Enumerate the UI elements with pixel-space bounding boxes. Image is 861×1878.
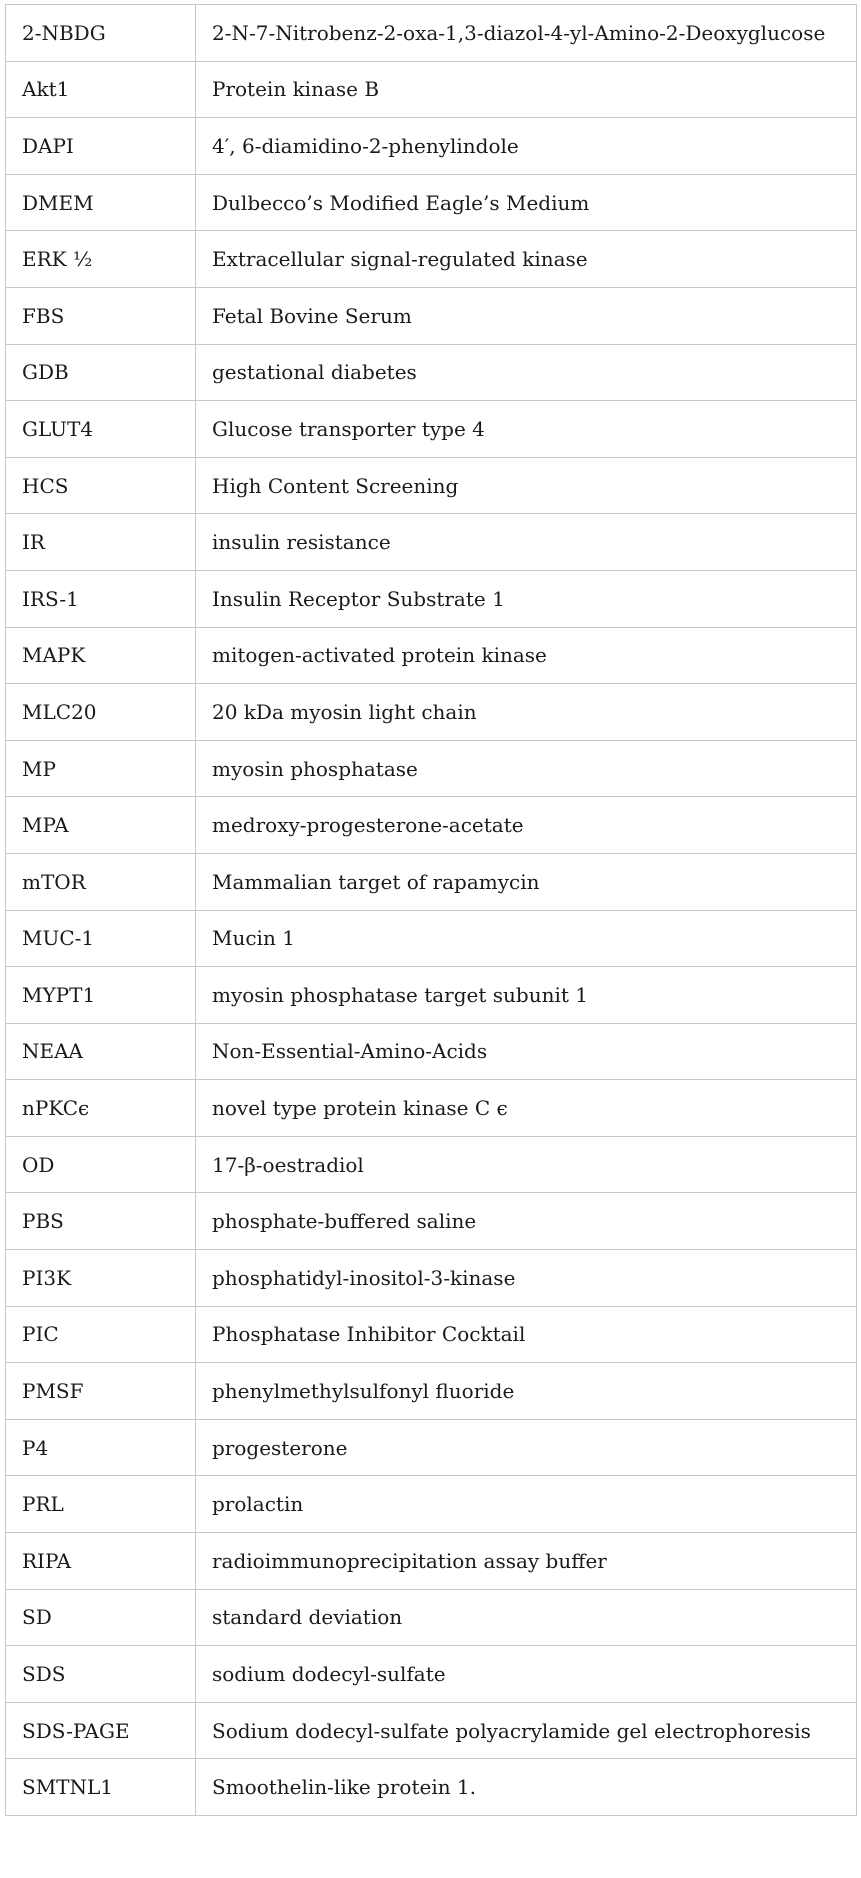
abbreviation-cell: 2-NBDG — [6, 5, 196, 62]
abbreviation-cell: ERK ½ — [6, 231, 196, 288]
abbreviation-cell: PMSF — [6, 1363, 196, 1420]
abbreviation-cell: OD — [6, 1136, 196, 1193]
definition-cell: Fetal Bovine Serum — [196, 287, 857, 344]
abbreviation-cell: nPKCϵ — [6, 1080, 196, 1137]
definition-cell: Protein kinase B — [196, 61, 857, 118]
abbreviation-cell: PIC — [6, 1306, 196, 1363]
table-row — [6, 1646, 857, 1703]
table-row — [6, 1193, 857, 1250]
definition-cell: 17-β-oestradiol — [196, 1136, 857, 1193]
table-row — [6, 5, 857, 62]
table-row — [6, 1136, 857, 1193]
abbreviations-table — [5, 4, 857, 1816]
abbreviation-cell: MLC20 — [6, 684, 196, 741]
abbreviation-cell: PBS — [6, 1193, 196, 1250]
table-row — [6, 231, 857, 288]
abbreviation-cell: SD — [6, 1589, 196, 1646]
table-row — [6, 1533, 857, 1590]
abbreviation-cell: PRL — [6, 1476, 196, 1533]
table-row — [6, 1476, 857, 1533]
definition-cell: mitogen-activated protein kinase — [196, 627, 857, 684]
definition-cell: Glucose transporter type 4 — [196, 401, 857, 458]
definition-cell: Phosphatase Inhibitor Cocktail — [196, 1306, 857, 1363]
abbreviation-cell: NEAA — [6, 1023, 196, 1080]
abbreviation-cell: mTOR — [6, 853, 196, 910]
abbreviation-cell: Akt1 — [6, 61, 196, 118]
table-row — [6, 1702, 857, 1759]
table-row — [6, 853, 857, 910]
table-row — [6, 1306, 857, 1363]
table-row — [6, 457, 857, 514]
abbreviation-cell: GDB — [6, 344, 196, 401]
definition-cell: 20 kDa myosin light chain — [196, 684, 857, 741]
table-row — [6, 627, 857, 684]
table-row — [6, 740, 857, 797]
definition-cell: progesterone — [196, 1419, 857, 1476]
table-row — [6, 1363, 857, 1420]
abbreviation-cell: SDS-PAGE — [6, 1702, 196, 1759]
definition-cell: 4′, 6-diamidino-2-phenylindole — [196, 118, 857, 175]
table-row — [6, 1589, 857, 1646]
table-row — [6, 1080, 857, 1137]
definition-cell: High Content Screening — [196, 457, 857, 514]
definition-cell: phosphate-buffered saline — [196, 1193, 857, 1250]
definition-cell: Extracellular signal-regulated kinase — [196, 231, 857, 288]
abbreviation-cell: PI3K — [6, 1250, 196, 1307]
definition-cell: prolactin — [196, 1476, 857, 1533]
abbreviation-cell: MUC-1 — [6, 910, 196, 967]
abbreviation-cell: MAPK — [6, 627, 196, 684]
abbreviation-cell: P4 — [6, 1419, 196, 1476]
table-row — [6, 1023, 857, 1080]
table-row — [6, 910, 857, 967]
definition-cell: medroxy-progesterone-acetate — [196, 797, 857, 854]
abbreviation-cell: SDS — [6, 1646, 196, 1703]
abbreviation-cell: DAPI — [6, 118, 196, 175]
table-row — [6, 118, 857, 175]
definition-cell: phenylmethylsulfonyl fluoride — [196, 1363, 857, 1420]
definition-cell: myosin phosphatase target subunit 1 — [196, 967, 857, 1024]
definition-cell: novel type protein kinase C ϵ — [196, 1080, 857, 1137]
table-row — [6, 61, 857, 118]
definition-cell: radioimmunoprecipitation assay buffer — [196, 1533, 857, 1590]
abbreviation-cell: MP — [6, 740, 196, 797]
abbreviation-cell: GLUT4 — [6, 401, 196, 458]
abbreviation-cell: HCS — [6, 457, 196, 514]
definition-cell: gestational diabetes — [196, 344, 857, 401]
definition-cell: Dulbecco’s Modified Eagle’s Medium — [196, 174, 857, 231]
abbreviation-cell: MYPT1 — [6, 967, 196, 1024]
definition-cell: myosin phosphatase — [196, 740, 857, 797]
abbreviation-cell: FBS — [6, 287, 196, 344]
definition-cell: standard deviation — [196, 1589, 857, 1646]
definition-cell: Smoothelin-like protein 1. — [196, 1759, 857, 1816]
abbreviation-cell: IR — [6, 514, 196, 571]
table-row — [6, 174, 857, 231]
definition-cell: Mammalian target of rapamycin — [196, 853, 857, 910]
table-row — [6, 514, 857, 571]
table-row — [6, 570, 857, 627]
table-row — [6, 344, 857, 401]
table-row — [6, 401, 857, 458]
abbreviation-cell: IRS-1 — [6, 570, 196, 627]
definition-cell: sodium dodecyl-sulfate — [196, 1646, 857, 1703]
table-row — [6, 1419, 857, 1476]
table-row — [6, 287, 857, 344]
table-row — [6, 1250, 857, 1307]
abbreviation-cell: MPA — [6, 797, 196, 854]
abbreviation-cell: DMEM — [6, 174, 196, 231]
abbreviation-cell: RIPA — [6, 1533, 196, 1590]
definition-cell: phosphatidyl-inositol-3-kinase — [196, 1250, 857, 1307]
definition-cell: 2-N-7-Nitrobenz-2-oxa-1,3-diazol-4-yl-Amino-2-Deoxyglucose — [196, 5, 857, 62]
table-row — [6, 967, 857, 1024]
abbreviations-table-body — [6, 5, 857, 1816]
abbreviation-cell: SMTNL1 — [6, 1759, 196, 1816]
definition-cell: Insulin Receptor Substrate 1 — [196, 570, 857, 627]
table-row — [6, 684, 857, 741]
definition-cell: Mucin 1 — [196, 910, 857, 967]
table-row — [6, 1759, 857, 1816]
definition-cell: Non-Essential-Amino-Acids — [196, 1023, 857, 1080]
table-row — [6, 797, 857, 854]
definition-cell: insulin resistance — [196, 514, 857, 571]
definition-cell: Sodium dodecyl-sulfate polyacrylamide gel electrophoresis — [196, 1702, 857, 1759]
